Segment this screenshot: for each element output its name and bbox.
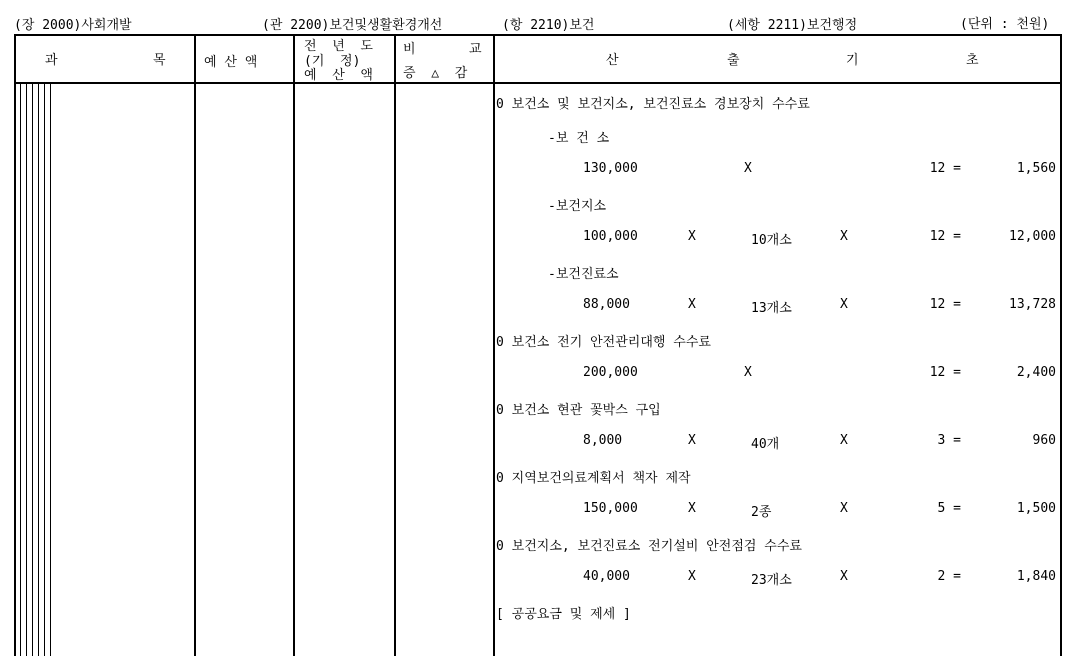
calc-multiplier: 12 = [929,161,961,176]
calc-multiplier: 3 = [937,433,961,448]
calc-quantity: 2종 [751,505,772,520]
calc-total: 2,400 [1016,365,1056,380]
calc-sub-title: -보건진료소 [548,267,619,282]
calc-total: 1,560 [1016,161,1056,176]
calc-unit-price: 8,000 [583,433,623,448]
calc-item-title: 0 지역보건의료계획서 책자 제작 [496,471,691,486]
calc-quantity: 10개소 [751,233,792,248]
calc-item-title: 0 보건소 및 보건지소, 보건진료소 경보장치 수수료 [496,97,810,112]
calc-multiplier: 2 = [937,569,961,584]
col-prev-line2: (기 정) [304,54,361,69]
col-calc-2: 출 [727,53,740,68]
calc-item-title: 0 보건소 현관 꽃박스 구입 [496,403,661,418]
sehang-label: (세항 2211)보건행정 [727,18,858,33]
gwan-label: (관 2200)보건및생활환경개선 [262,18,443,33]
calc-total: 1,840 [1016,569,1056,584]
calc-times: X [840,501,848,516]
jang-label: (장 2000)사회개발 [14,18,132,33]
col-prev-line3: 예 산 액 [304,68,373,83]
calc-total: 1,500 [1016,501,1056,516]
calc-multiplier: 12 = [929,229,961,244]
calc-unit-price: 100,000 [583,229,638,244]
col-calc-4: 초 [966,53,979,68]
calc-total: 12,000 [1009,229,1056,244]
calc-times: X [840,297,848,312]
col-gwamok-left: 과 [45,53,58,68]
col-compare-top-right: 교 [469,42,482,57]
calc-times: X [688,501,696,516]
calc-item-title: 0 보건소 전기 안전관리대행 수수료 [496,335,711,350]
calc-unit-price: 200,000 [583,365,638,380]
calc-sub-title: -보건지소 [548,199,607,214]
calc-item-title: [ 공공요금 및 제세 ] [496,607,631,622]
calc-total: 960 [1032,433,1056,448]
col-prev-line1: 전 년 도 [304,39,373,54]
col-calc-1: 산 [606,53,619,68]
calc-unit-price: 88,000 [583,297,630,312]
calc-times: X [840,569,848,584]
calc-quantity: 13개소 [751,301,792,316]
calc-quantity: X [744,161,752,176]
calc-times: X [840,229,848,244]
calc-unit-price: 150,000 [583,501,638,516]
col-gwamok-right: 목 [153,53,166,68]
col-budget: 예 산 액 [204,55,258,70]
calc-unit-price: 40,000 [583,569,630,584]
calc-times: X [688,569,696,584]
calc-item-title: 0 보건지소, 보건진료소 전기설비 안전점검 수수료 [496,539,802,554]
col-calc-3: 기 [846,53,859,68]
col-compare-bottom: 증 △ 감 [403,66,468,81]
calc-multiplier: 12 = [929,297,961,312]
calc-total: 13,728 [1009,297,1056,312]
calc-multiplier: 12 = [929,365,961,380]
col-compare-top-left: 비 [403,42,416,57]
calc-times: X [688,297,696,312]
calc-quantity: 23개소 [751,573,792,588]
calc-multiplier: 5 = [937,501,961,516]
unit-label: (단위 : 천원) [960,17,1050,32]
hang-label: (항 2210)보건 [502,18,595,33]
calc-unit-price: 130,000 [583,161,638,176]
calc-times: X [688,433,696,448]
calc-quantity: X [744,365,752,380]
calc-times: X [840,433,848,448]
calc-times: X [688,229,696,244]
calc-sub-title: -보 건 소 [548,131,610,146]
calc-quantity: 40개 [751,437,780,452]
